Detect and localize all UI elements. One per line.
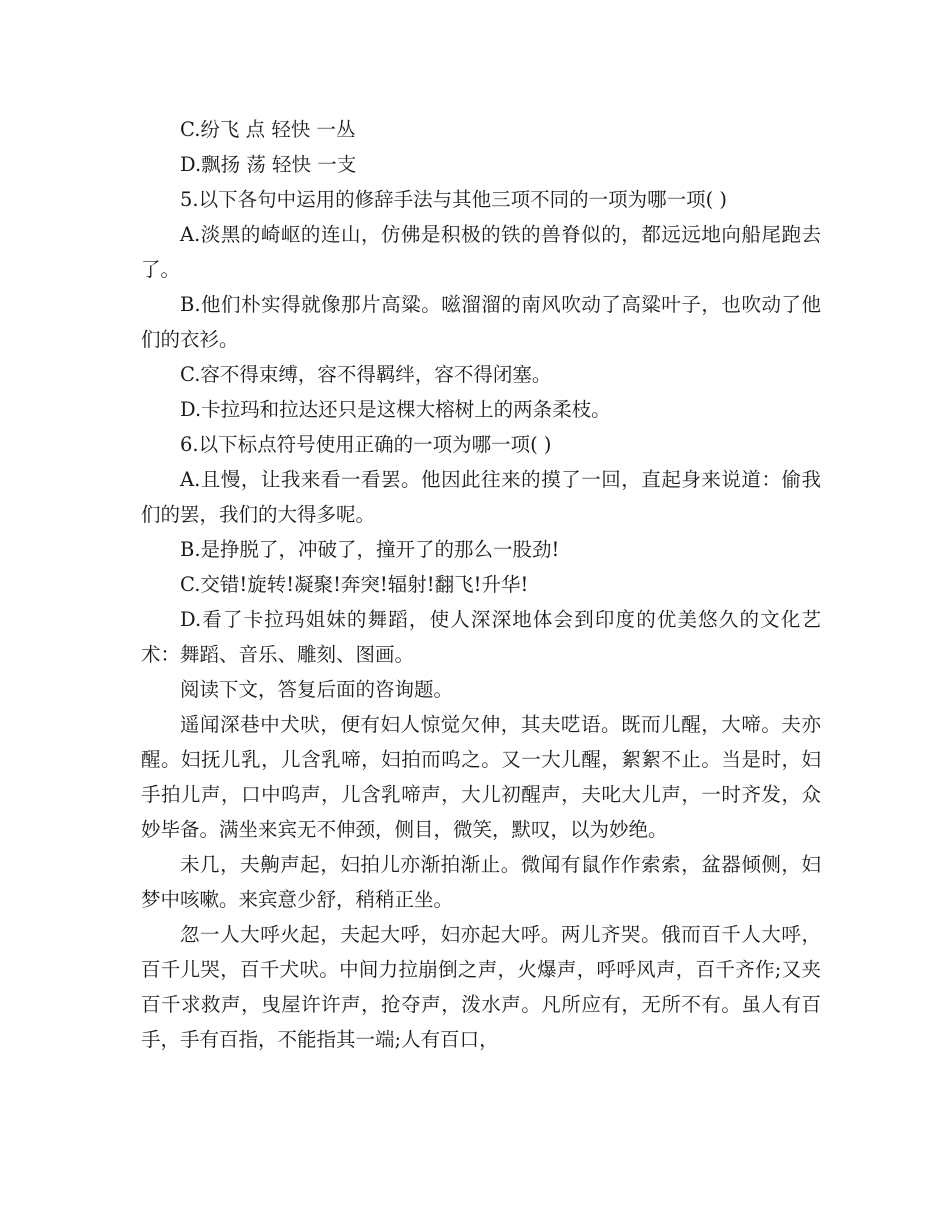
option-d-q4: D.飘扬 荡 轻快 一支 — [180, 153, 357, 176]
option-c-q4: C.纷飞 点 轻快 一丛 — [180, 118, 356, 141]
option-a-q6: A.且慢，让我来看一看罢。他因此往来的摸了一回，直起身来说道：偷我们的罢，我们的大得多呢。 — [141, 468, 821, 526]
question-6: 6.以下标点符号使用正确的一项为哪一项( ) — [180, 433, 552, 456]
passage-paragraph-3: 忽一人大呼火起，夫起大呼，妇亦起大呼。两儿齐哭。俄而百千人大呼，百千儿哭，百千犬吠。中间力拉崩倒之声，火爆声，呼呼风声，百千齐作;又夹百千求救声，曳屋许许声，抢夺声，泼水声。凡所应有，无所不有。虽人有百手，手有百指，不能指其一端;人有百口， — [141, 923, 821, 1051]
passage-paragraph-1: 遥闻深巷中犬吠，便有妇人惊觉欠伸，其夫呓语。既而儿醒，大啼。夫亦醒。妇抚儿乳，儿含乳啼，妇拍而呜之。又一大儿醒，絮絮不止。当是时，妇手拍儿声，口中呜声，儿含乳啼声，大儿初醒声，夫叱大儿声，一时齐发，众妙毕备。满坐来宾无不伸颈，侧目，微笑，默叹，以为妙绝。 — [141, 713, 821, 841]
option-c-q6: C.交错!旋转!凝聚!奔突!辐射!翻飞!升华! — [180, 573, 529, 596]
option-d-q6: D.看了卡拉玛姐妹的舞蹈，使人深深地体会到印度的优美悠久的文化艺术：舞蹈、音乐、雕刻、图画。 — [141, 608, 821, 666]
question-5: 5.以下各句中运用的修辞手法与其他三项不同的一项为哪一项( ) — [180, 188, 728, 211]
option-d-q5: D.卡拉玛和拉达还只是这棵大榕树上的两条柔枝。 — [180, 398, 611, 421]
option-b-q5: B.他们朴实得就像那片高粱。嗞溜溜的南风吹动了高粱叶子，也吹动了他们的衣衫。 — [141, 293, 821, 351]
option-b-q6: B.是挣脱了，冲破了，撞开了的那么一股劲! — [180, 538, 560, 561]
reading-instruction: 阅读下文，答复后面的咨询题。 — [180, 678, 454, 701]
passage-paragraph-2: 未几，夫齁声起，妇拍儿亦渐拍渐止。微闻有鼠作作索索，盆器倾侧，妇梦中咳嗽。来宾意少舒，稍稍正坐。 — [141, 853, 821, 911]
document-page — [141, 112, 821, 1057]
option-a-q5: A.淡黑的崎岖的连山，仿佛是积极的铁的兽脊似的，都远远地向船尾跑去了。 — [141, 223, 821, 281]
option-c-q5: C.容不得束缚，容不得羁绊，容不得闭塞。 — [180, 363, 552, 386]
